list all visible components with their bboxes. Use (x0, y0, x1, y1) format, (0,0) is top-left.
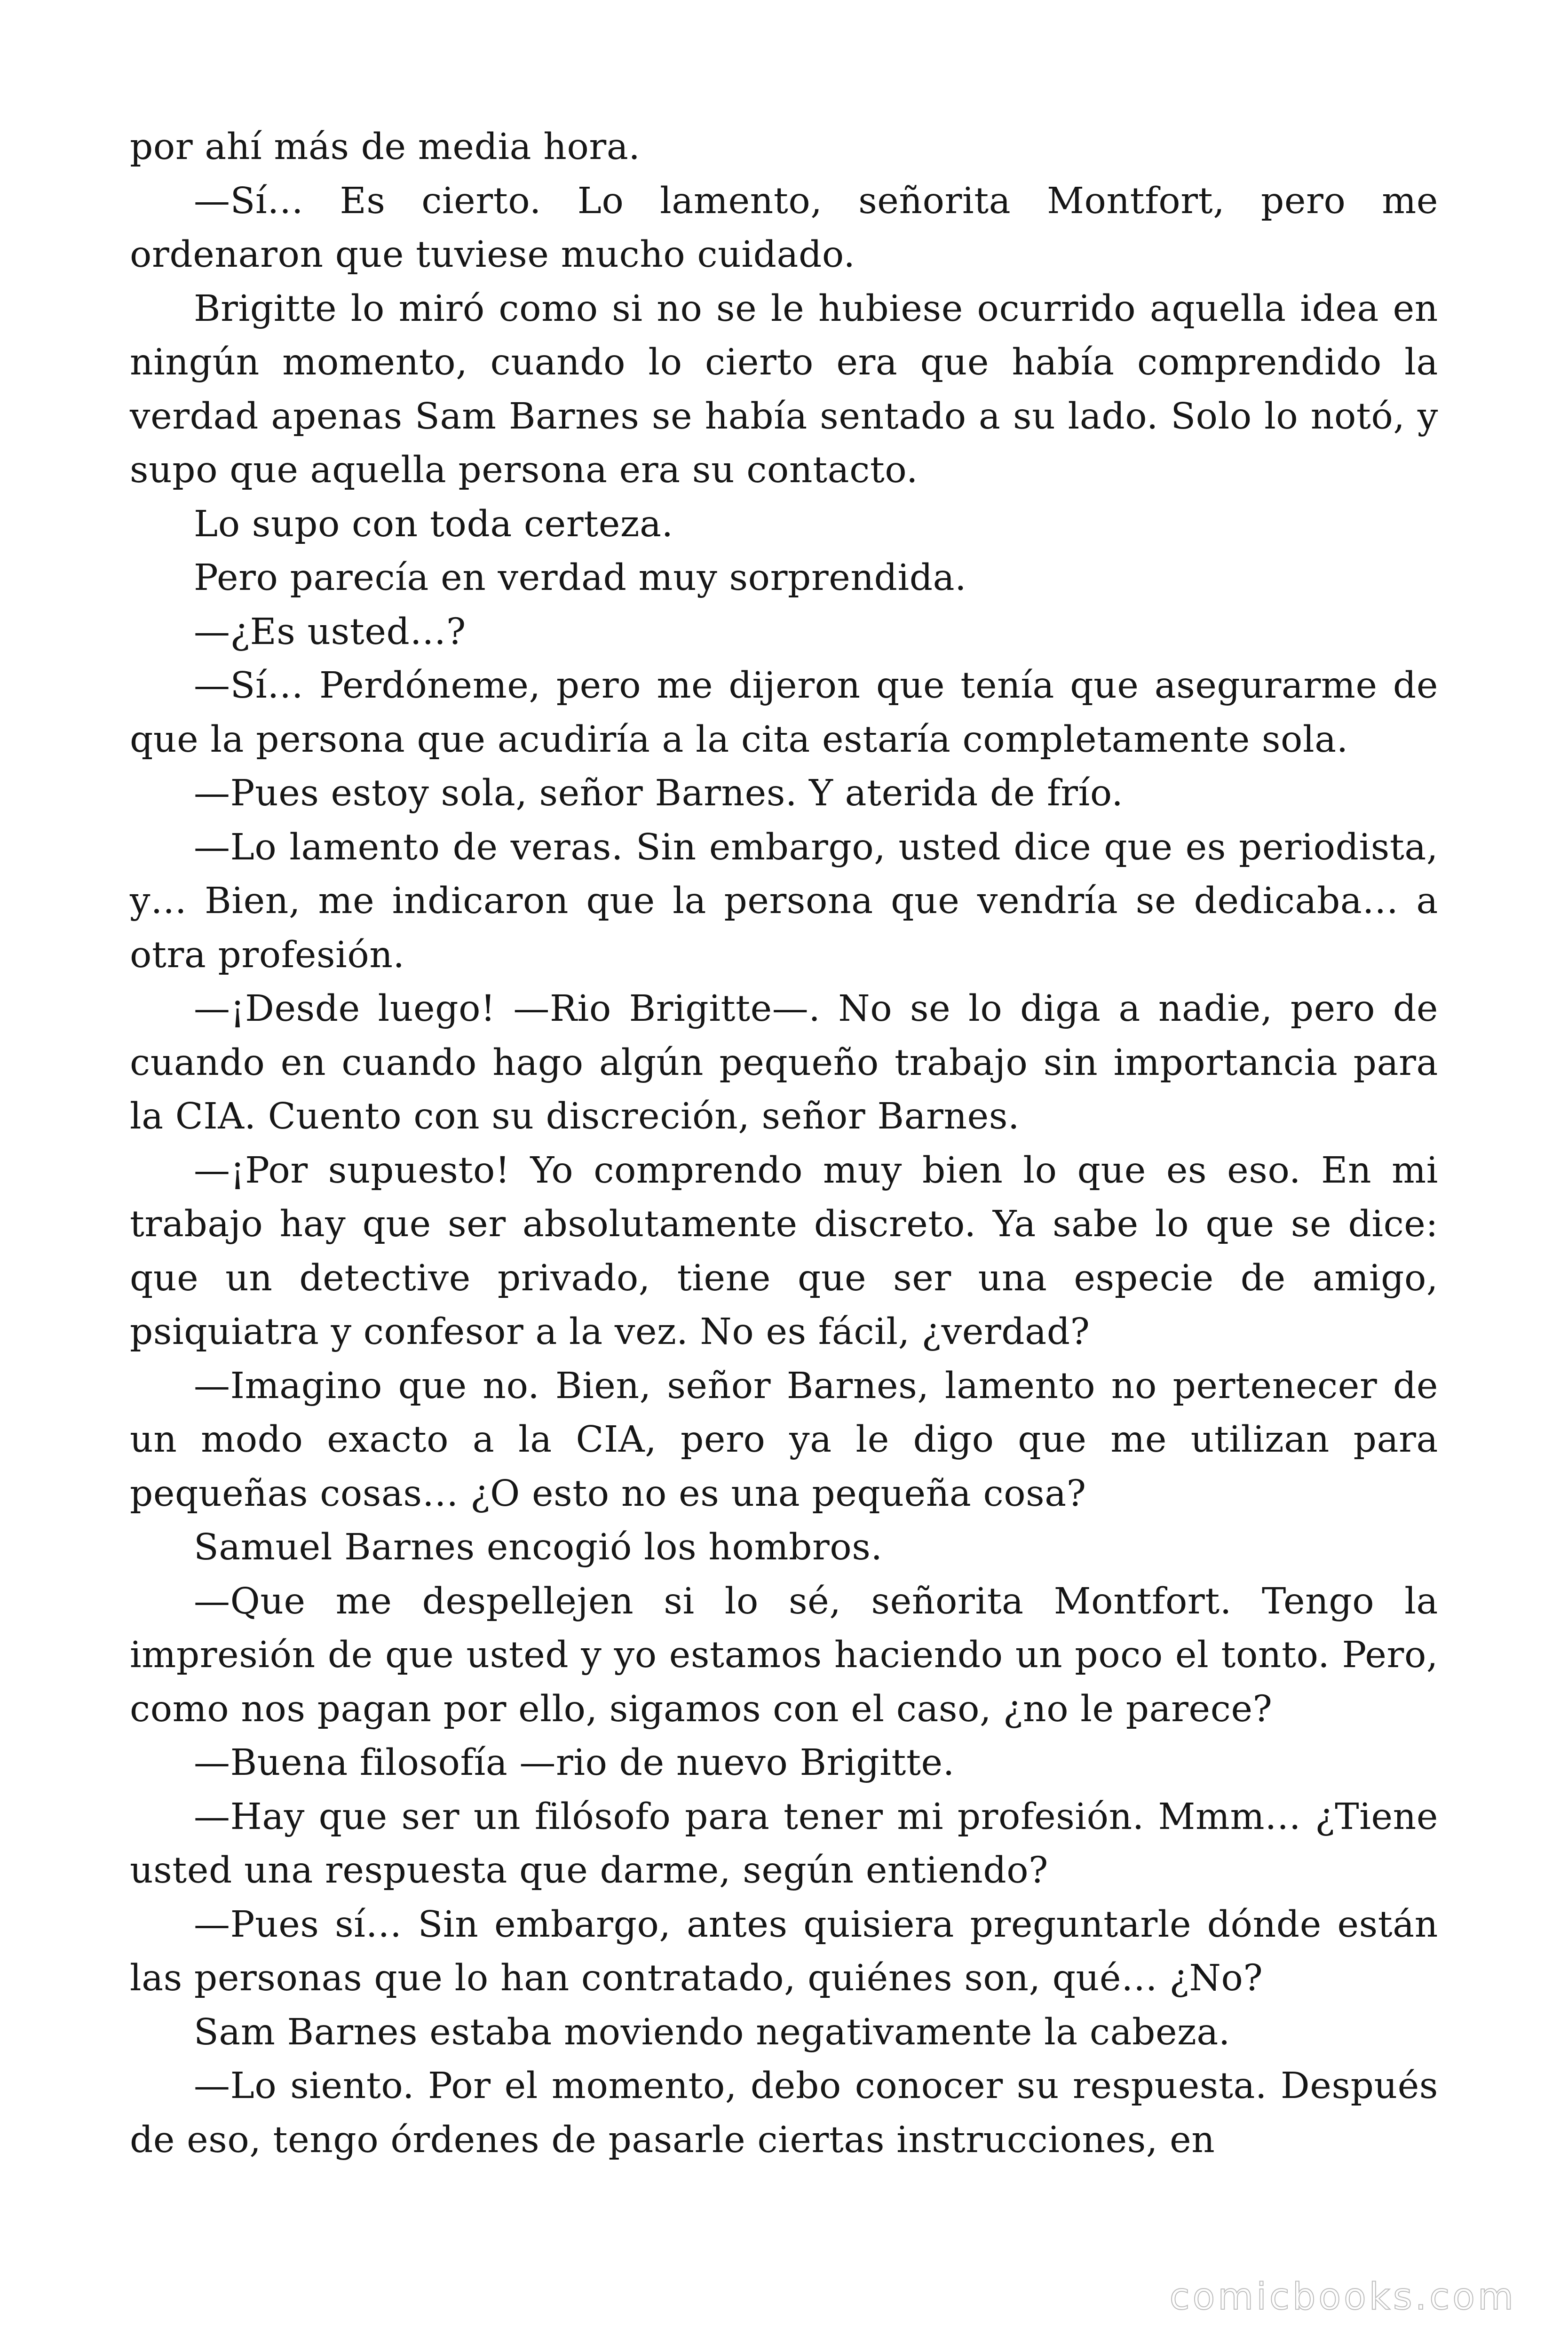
paragraph: Samuel Barnes encogió los hombros. (194, 1526, 883, 1568)
paragraph: —Sí… Es cierto. Lo lamento, señorita Montfort, pero me ordenaron que tuviese mucho cuidado. (130, 180, 1438, 276)
paragraph: —Imagino que no. Bien, señor Barnes, lamento no pertenecer de un modo exacto a la CIA, pero ya le digo que me utilizan para pequeñas cosas… ¿O esto no es una pequeña cosa? (130, 1365, 1438, 1515)
paragraph: —Buena filosofía —rio de nuevo Brigitte. (194, 1742, 955, 1784)
paragraph: por ahí más de media hora. (130, 126, 641, 168)
body-text (130, 120, 1438, 2167)
paragraph: —Que me despellejen si lo sé, señorita Montfort. Tengo la impresión de que usted y yo estamos haciendo un poco el tonto. Pero, como nos pagan por ello, sigamos con el caso, ¿no le parece? (130, 1580, 1438, 1730)
paragraph: —¡Por supuesto! Yo comprendo muy bien lo que es eso. En mi trabajo hay que ser absolutamente discreto. Ya sabe lo que se dice: que un detective privado, tiene que ser una especie de amigo, psiquiatra y confesor a la vez. No es fácil, ¿verdad? (130, 1149, 1438, 1353)
paragraph: —Sí… Perdóneme, pero me dijeron que tenía que asegurarme de que la persona que acudiría a la cita estaría completamente sola. (130, 665, 1438, 761)
paragraph: —¡Desde luego! —Rio Brigitte—. No se lo diga a nadie, pero de cuando en cuando hago algún pequeño trabajo sin importancia para la CIA. Cuento con su discreción, señor Barnes. (130, 988, 1438, 1137)
paragraph: —Hay que ser un filósofo para tener mi profesión. Mmm… ¿Tiene usted una respuesta que darme, según entiendo? (130, 1796, 1438, 1891)
paragraph: Pero parecía en verdad muy sorprendida. (194, 557, 967, 599)
paragraph: Brigitte lo miró como si no se le hubiese ocurrido aquella idea en ningún momento, cuando lo cierto era que había comprendido la verdad apenas Sam Barnes se había sentado a su lado. Solo lo notó, y supo que aquella persona era su contacto. (130, 287, 1438, 491)
paragraph: —¿Es usted…? (194, 611, 466, 653)
paragraph: —Lo siento. Por el momento, debo conocer su respuesta. Después de eso, tengo órdenes de pasarle ciertas instrucciones, en (130, 2065, 1438, 2161)
watermark: comicbooks.com (1169, 2276, 1516, 2318)
paragraph: —Lo lamento de veras. Sin embargo, usted dice que es periodista, y… Bien, me indicaron que la persona que vendría se dedicaba… a otra profesión. (130, 826, 1438, 976)
paragraph: —Pues sí… Sin embargo, antes quisiera preguntarle dónde están las personas que lo han contratado, quiénes son, qué… ¿No? (130, 1903, 1438, 1999)
paragraph: Lo supo con toda certeza. (194, 503, 673, 545)
paragraph: Sam Barnes estaba moviendo negativamente la cabeza. (194, 2011, 1230, 2053)
paragraph: —Pues estoy sola, señor Barnes. Y aterida de frío. (194, 772, 1124, 814)
